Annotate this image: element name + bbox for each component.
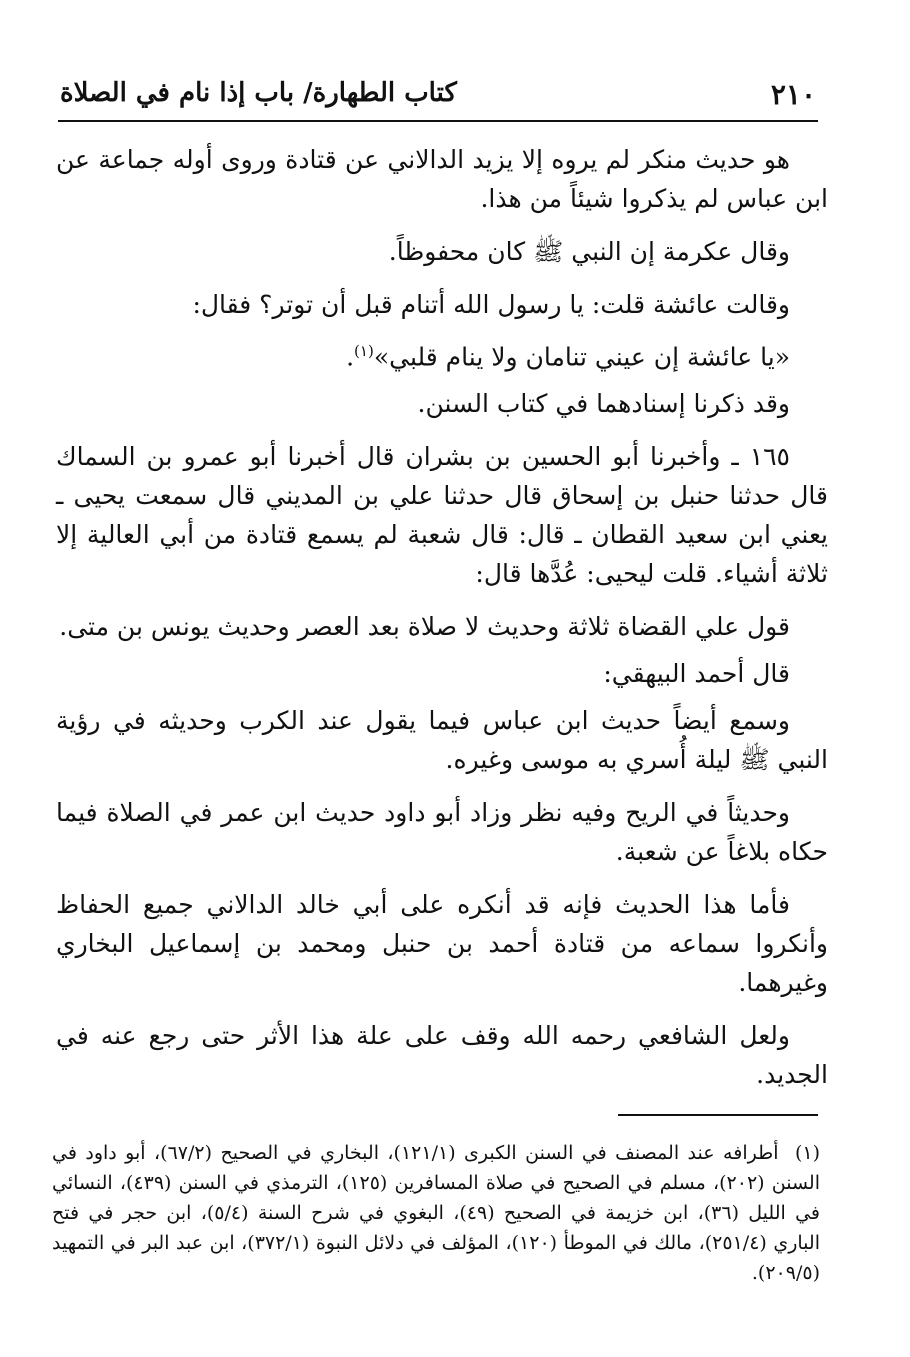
page-header — [58, 70, 818, 122]
footnote-reference: (١) — [354, 342, 374, 360]
hadith-165: ١٦٥ ـ وأخبرنا أبو الحسين بن بشران قال أخبرنا أبو عمرو بن السماك قال حدثنا حنبل بن إسحاق قال حدثنا علي بن المديني قال سمعت يحيى ـ يعني ابن سعيد القطان ـ قال: قال شعبة لم يسمع قتادة من أبي العالية إلا ثلاثة أشياء. قلت ليحيى: عُدَّها قال: — [56, 442, 828, 589]
hadith-quote-text: «يا عائشة إن عيني تنامان ولا ينام قلبي» — [373, 342, 790, 372]
paragraph-12: ولعل الشافعي رحمه الله وقف على علة هذا الأثر حتى رجع عنه في الجديد. — [56, 1021, 828, 1090]
footnote-divider — [618, 1114, 818, 1116]
paragraph-10: وحديثاً في الريح وفيه نظر وزاد أبو داود حديث ابن عمر في الصلاة فيما حكاه بلاغاً عن شعبة. — [56, 798, 828, 867]
hadith-quote: «يا عائشة إن عيني تنامان ولا ينام قلبي»$^{(١)}$. — [346, 342, 790, 372]
paragraph-7: قول علي القضاة ثلاثة وحديث لا صلاة بعد العصر وحديث يونس بن متى. — [59, 612, 790, 642]
paragraph-2: وقال عكرمة إن النبي ﷺ كان محفوظاً. — [388, 237, 790, 266]
paragraph-11: فأما هذا الحديث فإنه قد أنكره على أبي خالد الدالاني جميع الحفاظ وأنكروا سماعه من قتادة أحمد بن حنبل ومحمد بن إسماعيل البخاري وغيرهما. — [56, 890, 828, 998]
paragraph-3: وقالت عائشة قلت: يا رسول الله أتنام قبل أن توتر؟ فقال: — [192, 290, 790, 319]
main-text — [56, 140, 828, 1108]
footnotes — [52, 1138, 820, 1288]
footnote-marker: (١) — [794, 1142, 820, 1164]
running-title: كتاب الطهارة/ باب إذا نام في الصلاة — [60, 78, 457, 108]
paragraph-5: وقد ذكرنا إسنادهما في كتاب السنن. — [417, 389, 790, 419]
page-number: ٢١٠ — [770, 78, 816, 111]
paragraph-9: وسمع أيضاً حديث ابن عباس فيما يقول عند الكرب وحديثه في رؤية النبي ﷺ ليلة أُسري به موسى وغيره. — [56, 706, 828, 775]
footnote-text: أطرافه عند المصنف في السنن الكبرى (١٢١/١)، البخاري في الصحيح (٦٧/٢)، أبو داود في السنن (٢٠٢)، مسلم في الصحيح في صلاة المسافرين (١٢٥)، الترمذي في السنن (٤٣٩)، النسائي في الليل (٣٦)، ابن خزيمة في الصحيح (٤٩)، البغوي في شرح السنة (٥/٤)، ابن حجر في فتح الباري (٢٥١/٤)، مالك في الموطأ (١٢٠)، المؤلف في دلائل النبوة (٣٧٢/١)، ابن عبد البر في التمهيد (٢٠٩/٥). — [52, 1142, 821, 1284]
paragraph-1: هو حديث منكر لم يروه إلا يزيد الدالاني عن قتادة وروى أوله جماعة عن ابن عباس لم يذكروا شيئاً من هذا. — [56, 145, 828, 213]
paragraph-8: قال أحمد البيهقي: — [603, 659, 790, 689]
